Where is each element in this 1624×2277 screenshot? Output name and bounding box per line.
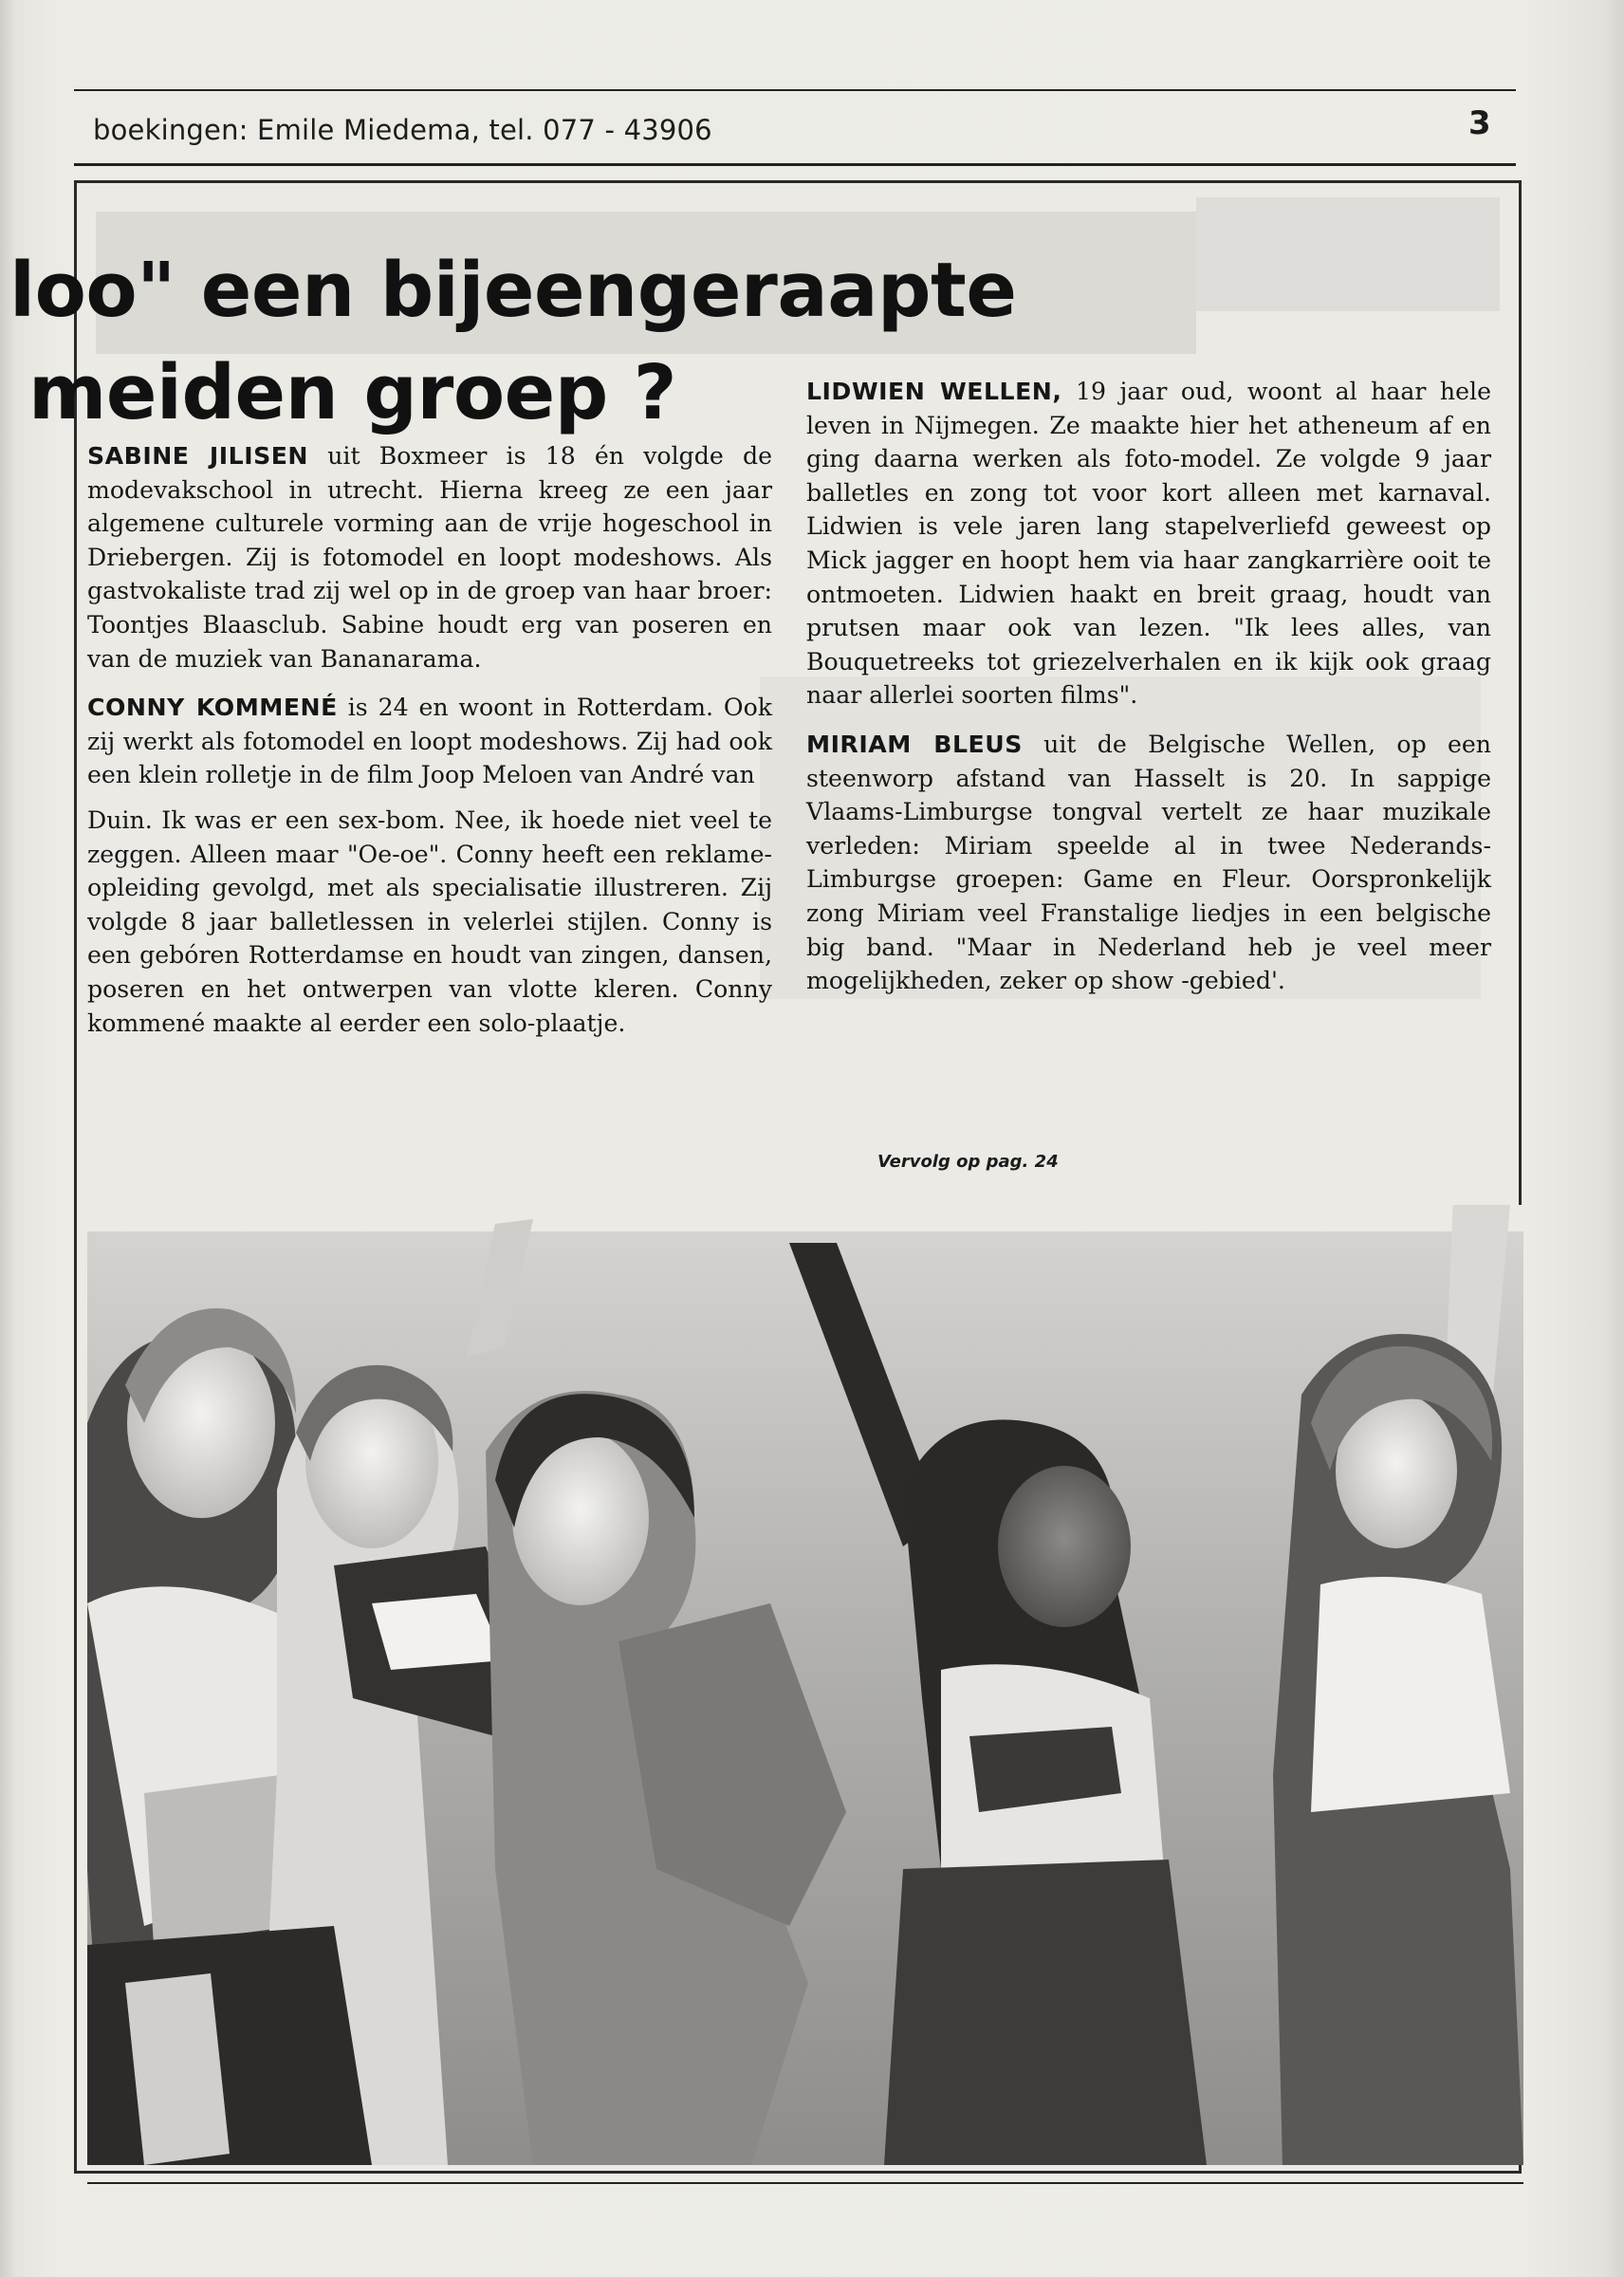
name-miriam: MIRIAM BLEUS [806,730,1023,758]
text-conny-1: is 24 en woont in Rotterdam. Ook zij werkt als fotomodel en loopt modeshows. Zij had ook een klein rolletje in de film Joop Meloen van André van [87,694,772,789]
paragraph-conny [87,691,772,792]
headline-line-2: meiden groep ? [28,349,677,436]
bottom-rule [87,2182,1523,2184]
text-lidwien: 19 jaar oud, woont al haar hele leven in Nijmegen. Ze maakte hier het atheneum af en ging daarna werken als foto-model. Ze volgde 9 jaar balletles en zong tot voor kort alleen met karnaval. Lidwien is vele jaren lang stapelverliefd geweest op Mick jagger en hoopt hem via haar zangkarrière ooit te ontmoeten. Lidwien haakt en breit graag, houdt van prutsen maar ook van lezen. "Ik lees alles, van Bouquetreeks tot griezelverhalen en ik kijk ook graag naar allerlei soorten films". [806,378,1491,710]
show-through-bg-2 [1196,197,1500,311]
text-miriam: uit de Belgische Wellen, op een steenworp afstand van Hasselt is 20. In sappige Vlaams-Limburgse tongval vertelt ze haar muzikale verleden: Miriam speelde al in twee Nederands- Limburgse groepen: Game en Fleur. Oorspronkelijk zong Miriam veel Franstalige liedjes in een belgische big band. "Maar in Nederland heb je veel meer mogelijkheden, zeker op show -gebied'. [806,730,1492,995]
paragraph-miriam [806,728,1491,998]
text-conny-2: Duin. Ik was er een sex-bom. Nee, ik hoede niet veel te zeggen. Alleen maar "Oe-oe". Conny heeft een reklame-opleiding gevolgd, met als specialisatie illustreren. Zij volgde 8 jaar balletlessen in velerlei stijlen. Conny is een gebóren Rotterdamse en houdt van zingen, dansen, poseren en het ontwerpen van vlotte kleren. Conny kommené maakte al eerder een solo-plaatje. [87,805,772,1037]
continued-note: Vervolg op pag. 24 [877,1152,1059,1172]
left-column [87,439,772,1055]
text-sabine: uit Boxmeer is 18 én volgde de modevakschool in utrecht. Hierna kreeg ze een jaar algemene culturele vorming aan de vrije hogeschool in Driebergen. Zij is fotomodel en loopt modeshows. Als gastvokaliste trad zij wel op in de groep van haar broer: Toontjes Blaasclub. Sabine houdt erg van poseren en van de muziek van Bananarama. [87,442,772,673]
paragraph-lidwien [806,375,1491,713]
name-conny: CONNY KOMMENÉ [87,694,338,722]
paragraph-conny-cont [87,804,772,1040]
top-rule [74,89,1516,91]
header-rule [74,163,1516,166]
right-column [806,375,1491,1013]
paragraph-sabine [87,439,772,676]
face-4 [998,1466,1131,1627]
headline-line-1: loo" een bijeengeraapte [9,247,1017,334]
booking-info: boekingen: Emile Miedema, tel. 077 - 43906 [93,114,712,146]
name-lidwien: LIDWIEN WELLEN, [806,378,1062,405]
page-number: 3 [1468,104,1491,142]
name-sabine: SABINE JILISEN [87,442,309,470]
group-photo [87,1205,1523,2165]
